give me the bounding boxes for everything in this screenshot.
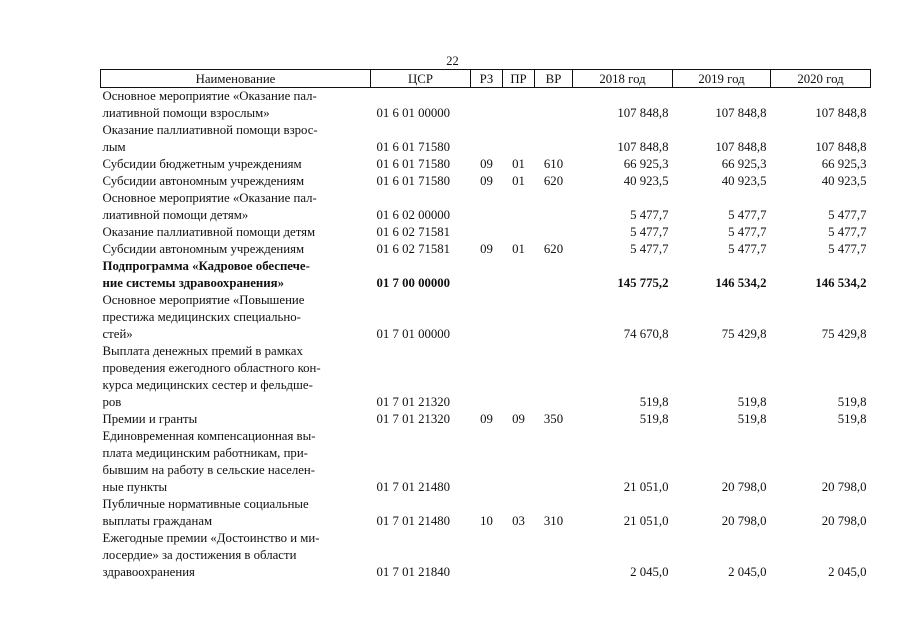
- cell-name: [101, 122, 371, 156]
- cell-2018: 107 848,8: [617, 106, 669, 120]
- cell-pr: [503, 343, 535, 411]
- cell-2020: 107 848,8: [815, 140, 867, 154]
- cell-pr: [503, 88, 535, 123]
- cell-vr: 610: [543, 157, 564, 171]
- cell-pr: [503, 530, 535, 581]
- table-row: [101, 241, 871, 258]
- cell-2020: 40 923,5: [821, 174, 867, 188]
- header-csr: ЦСР: [371, 70, 471, 88]
- name-line: Единовременная компенсационная вы-: [102, 429, 316, 443]
- cell-2020: 2 045,0: [828, 565, 867, 579]
- cell-rz: [471, 122, 503, 156]
- cell-pr: 01: [512, 242, 525, 256]
- name-line: Премии и гранты: [102, 412, 198, 426]
- table-row: [101, 190, 871, 224]
- cell-csr: 01 7 01 21480: [376, 514, 451, 528]
- cell-2018: 107 848,8: [617, 140, 669, 154]
- table-row: [101, 496, 871, 530]
- cell-2019: 519,8: [737, 395, 767, 409]
- name-line: здравоохранения: [102, 565, 195, 579]
- name-line: ров: [102, 395, 122, 409]
- cell-2019: 2 045,0: [728, 565, 767, 579]
- name-line: плата медицинским работникам, при-: [102, 446, 308, 460]
- budget-table-container: [100, 69, 870, 581]
- cell-2018: 145 775,2: [617, 276, 669, 290]
- cell-pr: [503, 122, 535, 156]
- name-line: курса медицинских сестер и фельдше-: [102, 378, 313, 392]
- table-row: [101, 428, 871, 496]
- cell-2020: 5 477,7: [828, 225, 867, 239]
- cell-vr: 310: [543, 514, 564, 528]
- cell-rz: [471, 224, 503, 241]
- cell-rz: [471, 292, 503, 343]
- table-row: [101, 224, 871, 241]
- name-line: проведения ежегодного областного кон-: [102, 361, 321, 375]
- cell-pr: [503, 292, 535, 343]
- cell-2020: 66 925,3: [821, 157, 867, 171]
- cell-name: [101, 241, 371, 258]
- table-row: [101, 292, 871, 343]
- cell-2019: 75 429,8: [721, 327, 767, 341]
- cell-pr: [503, 258, 535, 292]
- cell-2020: 107 848,8: [815, 106, 867, 120]
- table-header: [101, 70, 871, 88]
- cell-rz: [471, 428, 503, 496]
- table-row: [101, 122, 871, 156]
- cell-vr: [535, 224, 573, 241]
- cell-2018: 74 670,8: [623, 327, 669, 341]
- name-line: бывшим на работу в сельские населен-: [102, 463, 316, 477]
- cell-2018: 519,8: [639, 395, 669, 409]
- name-line: Ежегодные премии «Достоинство и ми-: [102, 531, 320, 545]
- name-line: Субсидии автономным учреждениям: [102, 174, 305, 188]
- cell-pr: [503, 190, 535, 224]
- cell-csr: 01 6 01 00000: [376, 106, 451, 120]
- cell-2020: 519,8: [837, 412, 867, 426]
- cell-name: [101, 292, 371, 343]
- header-pr: ПР: [503, 70, 535, 88]
- name-line: лиативной помощи детям»: [102, 208, 249, 222]
- cell-vr: [535, 190, 573, 224]
- cell-rz: [471, 88, 503, 123]
- cell-name: [101, 156, 371, 173]
- cell-2019: 519,8: [737, 412, 767, 426]
- cell-name: [101, 411, 371, 428]
- cell-2020: 5 477,7: [828, 208, 867, 222]
- cell-name: [101, 530, 371, 581]
- name-line: стей»: [102, 327, 133, 341]
- cell-csr: 01 7 01 00000: [376, 327, 451, 341]
- cell-2018: 5 477,7: [630, 225, 669, 239]
- name-line: Субсидии автономным учреждениям: [102, 242, 305, 256]
- cell-2018: 519,8: [639, 412, 669, 426]
- cell-2020: 20 798,0: [821, 514, 867, 528]
- table-row: [101, 156, 871, 173]
- cell-csr: 01 7 01 21320: [376, 395, 451, 409]
- cell-csr: 01 6 02 71581: [376, 225, 451, 239]
- cell-2019: 146 534,2: [715, 276, 767, 290]
- table-body: [101, 88, 871, 582]
- table-row: [101, 173, 871, 190]
- header-name: Наименование: [101, 70, 371, 88]
- name-line: престижа медицинских специально-: [102, 310, 301, 324]
- cell-vr: 620: [543, 174, 564, 188]
- name-line: Основное мероприятие «Оказание пал-: [102, 89, 317, 103]
- budget-table: [100, 69, 871, 581]
- name-line: ние системы здравоохранения»: [102, 276, 284, 290]
- page-number: 22: [446, 54, 459, 68]
- cell-pr: 01: [512, 157, 525, 171]
- table-row: [101, 88, 871, 123]
- cell-rz: 09: [480, 174, 493, 188]
- cell-vr: [535, 122, 573, 156]
- cell-csr: 01 7 00 00000: [376, 276, 451, 290]
- cell-csr: 01 6 02 71581: [376, 242, 451, 256]
- header-2019: 2019 год: [673, 70, 771, 88]
- cell-2018: 2 045,0: [630, 565, 669, 579]
- cell-pr: [503, 428, 535, 496]
- cell-2019: 5 477,7: [728, 242, 767, 256]
- name-line: лиативной помощи взрослым»: [102, 106, 270, 120]
- cell-vr: [535, 292, 573, 343]
- cell-csr: 01 6 02 00000: [376, 208, 451, 222]
- cell-2019: 5 477,7: [728, 208, 767, 222]
- cell-pr: [503, 224, 535, 241]
- cell-pr: 01: [512, 174, 525, 188]
- cell-2019: 40 923,5: [721, 174, 767, 188]
- cell-vr: [535, 258, 573, 292]
- name-line: Основное мероприятие «Оказание пал-: [102, 191, 317, 205]
- cell-rz: 09: [480, 242, 493, 256]
- cell-2019: 20 798,0: [721, 514, 767, 528]
- cell-2018: 5 477,7: [630, 208, 669, 222]
- cell-2018: 21 051,0: [623, 480, 669, 494]
- header-row: [101, 70, 871, 88]
- cell-name: [101, 343, 371, 411]
- name-line: Подпрограмма «Кадровое обеспече-: [102, 259, 310, 273]
- name-line: лым: [102, 140, 126, 154]
- cell-rz: 09: [480, 157, 493, 171]
- cell-vr: 350: [543, 412, 564, 426]
- cell-csr: 01 7 01 21480: [376, 480, 451, 494]
- cell-name: [101, 496, 371, 530]
- cell-2019: 20 798,0: [721, 480, 767, 494]
- header-rz: РЗ: [471, 70, 503, 88]
- cell-2018: 5 477,7: [630, 242, 669, 256]
- cell-vr: [535, 343, 573, 411]
- table-row: [101, 411, 871, 428]
- name-line: лосердие» за достижения в области: [102, 548, 297, 562]
- table-row: [101, 530, 871, 581]
- cell-csr: 01 6 01 71580: [376, 157, 451, 171]
- cell-2018: 21 051,0: [623, 514, 669, 528]
- cell-pr: 03: [512, 514, 525, 528]
- name-line: Субсидии бюджетным учреждениям: [102, 157, 302, 171]
- cell-name: [101, 258, 371, 292]
- name-line: ные пункты: [102, 480, 168, 494]
- header-2018: 2018 год: [573, 70, 673, 88]
- cell-2019: 66 925,3: [721, 157, 767, 171]
- cell-rz: [471, 190, 503, 224]
- name-line: Оказание паллиативной помощи детям: [102, 225, 316, 239]
- cell-2019: 107 848,8: [715, 106, 767, 120]
- cell-rz: 09: [480, 412, 493, 426]
- cell-vr: [535, 428, 573, 496]
- name-line: Выплата денежных премий в рамках: [102, 344, 303, 358]
- table-row: [101, 258, 871, 292]
- cell-2020: 5 477,7: [828, 242, 867, 256]
- table-row: [101, 343, 871, 411]
- cell-csr: 01 6 01 71580: [376, 140, 451, 154]
- name-line: выплаты гражданам: [102, 514, 213, 528]
- name-line: Публичные нормативные социальные: [102, 497, 309, 511]
- cell-name: [101, 173, 371, 190]
- cell-vr: [535, 530, 573, 581]
- cell-rz: [471, 343, 503, 411]
- cell-name: [101, 190, 371, 224]
- cell-csr: 01 7 01 21840: [376, 565, 451, 579]
- name-line: Оказание паллиативной помощи взрос-: [102, 123, 318, 137]
- cell-2018: 66 925,3: [623, 157, 669, 171]
- cell-rz: [471, 258, 503, 292]
- cell-2019: 107 848,8: [715, 140, 767, 154]
- cell-name: [101, 88, 371, 123]
- cell-rz: [471, 530, 503, 581]
- cell-2020: 146 534,2: [815, 276, 867, 290]
- name-line: Основное мероприятие «Повышение: [102, 293, 305, 307]
- cell-csr: 01 6 01 71580: [376, 174, 451, 188]
- cell-name: [101, 428, 371, 496]
- cell-pr: 09: [512, 412, 525, 426]
- cell-csr: 01 7 01 21320: [376, 412, 451, 426]
- cell-name: [101, 224, 371, 241]
- cell-2020: 75 429,8: [821, 327, 867, 341]
- cell-vr: 620: [543, 242, 564, 256]
- cell-2020: 20 798,0: [821, 480, 867, 494]
- cell-2019: 5 477,7: [728, 225, 767, 239]
- cell-2018: 40 923,5: [623, 174, 669, 188]
- cell-2020: 519,8: [837, 395, 867, 409]
- header-2020: 2020 год: [771, 70, 871, 88]
- header-vr: ВР: [535, 70, 573, 88]
- cell-vr: [535, 88, 573, 123]
- cell-rz: 10: [480, 514, 493, 528]
